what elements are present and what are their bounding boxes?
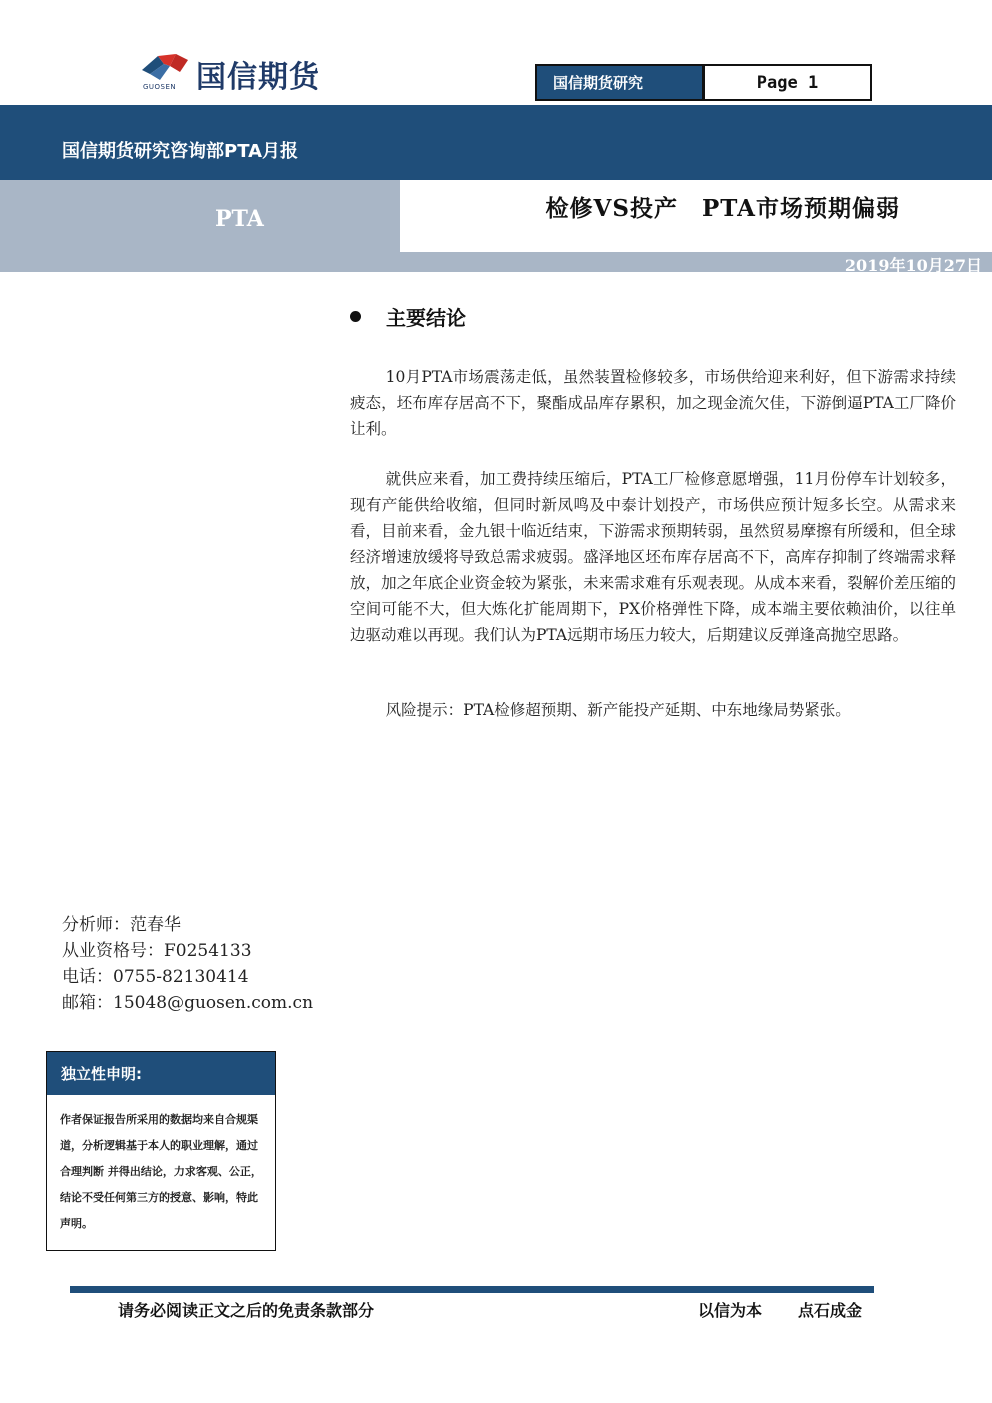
brand-sub: GUOSEN xyxy=(143,83,177,91)
footer-motto xyxy=(698,1298,862,1321)
motto-1: 以信为本 xyxy=(698,1301,763,1320)
guosen-logo-icon xyxy=(140,50,190,86)
conclusions-heading-text: 主要结论 xyxy=(386,306,466,330)
logo xyxy=(140,50,380,95)
section-label: PTA xyxy=(215,206,264,232)
conclusion-paragraph-1: 10月PTA市场震荡走低，虽然装置检修较多，市场供给迎来利好，但下游需求持续疲态，坯布库存居高不下，聚酯成品库存累积，加之现金流欠佳，下游倒逼PTA工厂降价让利。 xyxy=(350,368,956,438)
analyst-info xyxy=(62,912,313,1016)
bullet-icon xyxy=(350,311,361,322)
analyst-name: 分析师：范春华 xyxy=(62,915,181,935)
brand-name: 国信期货 xyxy=(196,60,320,95)
motto-2: 点石成金 xyxy=(798,1301,863,1320)
declaration-title: 独立性申明: xyxy=(47,1052,275,1095)
disclaimer-notice: 请务必阅读正文之后的免责条款部分 xyxy=(118,1301,375,1320)
analyst-email[interactable]: 邮箱：15048@guosen.com.cn xyxy=(62,993,314,1013)
page-title: 检修VS投产 PTA市场预期偏弱 xyxy=(545,195,900,222)
footer-divider xyxy=(70,1286,874,1293)
report-date: 2019年10月27日 xyxy=(844,256,982,275)
page-indicator xyxy=(535,64,872,101)
risk-warning: 风险提示：PTA检修超预期、新产能投产延期、中东地缘局势紧张。 xyxy=(385,701,851,719)
analyst-license: 从业资格号：F0254133 xyxy=(62,941,252,961)
report-series-title: 国信期货研究咨询部PTA月报 xyxy=(62,141,299,162)
date-bar xyxy=(0,252,992,275)
page-number: Page 1 xyxy=(756,72,819,93)
declaration-text: 作者保证报告所采用的数据均来自合规渠道，分析逻辑基于本人的职业理解，通过合理判断 并得出结论，力求客观、公正，结论不受任何第三方的授意、影响，特此声明。 xyxy=(60,1113,262,1230)
header-band xyxy=(0,105,992,180)
conclusion-paragraph-2: 就供应来看，加工费持续压缩后，PTA工厂检修意愿增强，11月份停车计划较多，现有产能供给收缩，但同时新凤鸣及中泰计划投产，市场供应预计短多长空。从需求来看，目前来看，金九银十临近结束，下游需求预期转弱，虽然贸易摩擦有所缓和，但全球经济增速放缓将导致总需求疲弱。盛泽地区坯布库存居高不下，高库存抑制了终端需求释放，加之年底企业资金较为紧张，未来需求难有乐观表现。从成本来看，裂解价差压缩的空间可能不大，但大炼化扩能周期下，PX价格弹性下降，成本端主要依赖油价，以往单边驱动难以再现。我们认为PTA远期市场压力较大，后期建议反弹逢高抛空思路。 xyxy=(350,470,956,644)
conclusions-heading xyxy=(350,302,466,331)
independence-declaration xyxy=(46,1051,276,1251)
research-label: 国信期货研究 xyxy=(537,66,705,99)
analyst-phone: 电话：0755-82130414 xyxy=(62,967,249,987)
section-label-panel xyxy=(0,180,400,260)
